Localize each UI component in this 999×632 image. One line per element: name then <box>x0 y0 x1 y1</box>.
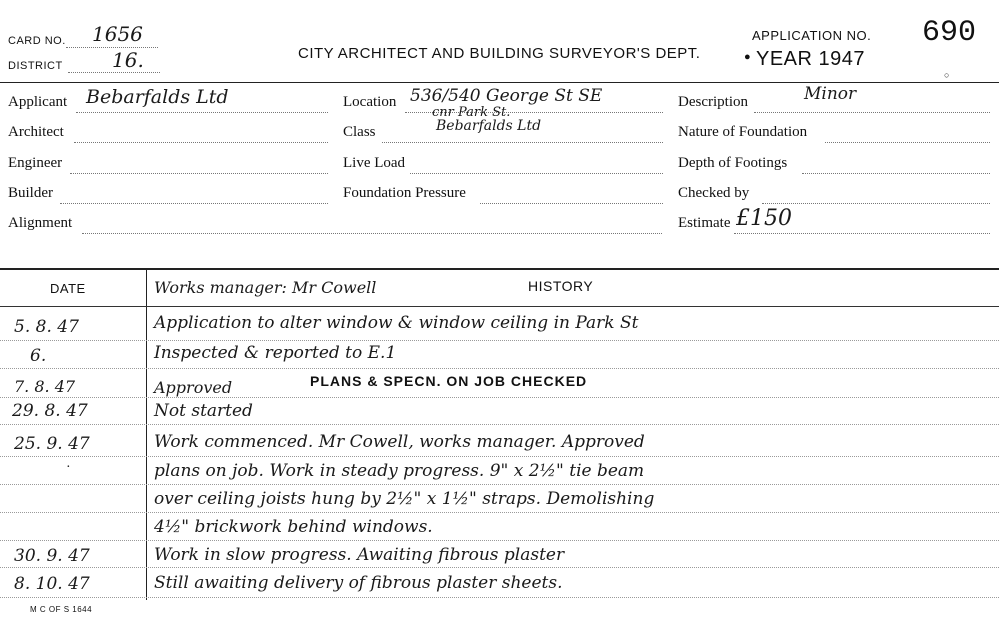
history-rule <box>0 512 999 513</box>
plans-checked-stamp: PLANS & SPECN. ON JOB CHECKED <box>310 373 588 389</box>
location-value-2: cnr Park St. <box>432 105 511 120</box>
form-code: M C OF S 1644 <box>30 605 93 614</box>
builder-line <box>60 203 328 204</box>
foundation-pressure-line <box>480 203 663 204</box>
history-header-rule <box>0 306 999 307</box>
entry-text: over ceiling joists hung by 2½" x 1½" straps. Demolishing <box>154 489 655 509</box>
entry-date: 30. 9. 47 <box>14 546 90 566</box>
nature-of-foundation-line <box>825 142 990 143</box>
nature-of-foundation-label: Nature of Foundation <box>678 124 808 140</box>
location-label: Location <box>343 94 397 110</box>
description-label: Description <box>678 94 748 110</box>
class-value: Bebarfalds Ltd <box>436 118 542 134</box>
entry-text: plans on job. Work in steady progress. 9" x 2½" tie beam <box>154 461 645 481</box>
entry-date: 29. 8. 47 <box>12 401 88 421</box>
district-line <box>68 72 160 73</box>
checked-by-label: Checked by <box>678 185 750 201</box>
application-no-label: APPLICATION NO. <box>752 28 872 43</box>
engineer-line <box>70 173 328 174</box>
entry-text: Approved <box>154 378 233 397</box>
class-label: Class <box>343 124 376 140</box>
date-header: DATE <box>50 281 86 296</box>
entry-text: Application to alter window & window ceiling in Park St <box>154 313 639 333</box>
header-rule <box>0 82 999 83</box>
description-line <box>754 112 990 113</box>
entry-text: Work in slow progress. Awaiting fibrous plaster <box>154 545 565 565</box>
history-rule <box>0 340 999 341</box>
hole-mark-icon: ○ <box>944 70 950 80</box>
entry-date: 7. 8. 47 <box>14 377 76 396</box>
history-column-divider <box>146 270 147 600</box>
depth-of-footings-line <box>802 173 990 174</box>
alignment-label: Alignment <box>8 215 73 231</box>
district-value: 16. <box>112 48 144 72</box>
entry-text: 4½" brickwork behind windows. <box>154 517 433 537</box>
depth-of-footings-label: Depth of Footings <box>678 155 788 171</box>
description-value: Minor <box>804 84 857 104</box>
history-top-rule <box>0 268 999 270</box>
entry-text: Work commenced. Mr Cowell, works manager. Approved <box>154 432 645 452</box>
district-label: DISTRICT <box>8 60 63 72</box>
estimate-label: Estimate <box>678 215 731 231</box>
manager-note: Works manager: Mr Cowell <box>154 278 377 297</box>
entry-text: Inspected & reported to E.1 <box>154 343 397 363</box>
bullet-icon: ● <box>744 51 752 63</box>
checked-by-line <box>762 203 990 204</box>
entry-text: Not started <box>154 401 253 421</box>
application-no-value: 690 <box>922 16 977 50</box>
foundation-pressure-label: Foundation Pressure <box>343 185 466 201</box>
class-line <box>382 142 663 143</box>
entry-date: 6. <box>30 346 47 366</box>
history-rule <box>0 597 999 598</box>
history-rule <box>0 456 999 457</box>
department-title: CITY ARCHITECT AND BUILDING SURVEYOR'S DEPT. <box>298 45 701 62</box>
history-rule <box>0 397 999 398</box>
alignment-line <box>82 233 662 234</box>
applicant-line <box>76 112 328 113</box>
card-no-label: CARD NO. <box>8 35 66 47</box>
builder-label: Builder <box>8 185 53 201</box>
entry-date: 25. 9. 47 <box>14 434 90 454</box>
entry-date: 5. 8. 47 <box>14 317 79 337</box>
applicant-label: Applicant <box>8 94 68 110</box>
estimate-line <box>734 233 990 234</box>
history-header: HISTORY <box>528 278 594 294</box>
entry-date: 8. 10. 47 <box>14 574 90 594</box>
live-load-line <box>410 173 663 174</box>
entry-text: Still awaiting delivery of fibrous plaster sheets. <box>154 573 563 593</box>
history-rule <box>0 567 999 568</box>
history-rule <box>0 424 999 425</box>
architect-line <box>74 142 328 143</box>
live-load-label: Live Load <box>343 155 406 171</box>
year-label: YEAR 1947 <box>756 48 866 70</box>
engineer-label: Engineer <box>8 155 63 171</box>
card-no-value: 1656 <box>92 22 143 46</box>
architect-label: Architect <box>8 124 64 140</box>
location-value: 536/540 George St SE <box>410 86 603 106</box>
continuation-mark-icon: · <box>66 460 71 475</box>
estimate-value: £150 <box>736 206 792 231</box>
history-rule <box>0 368 999 369</box>
history-rule <box>0 484 999 485</box>
history-rule <box>0 540 999 541</box>
applicant-value: Bebarfalds Ltd <box>86 86 229 108</box>
